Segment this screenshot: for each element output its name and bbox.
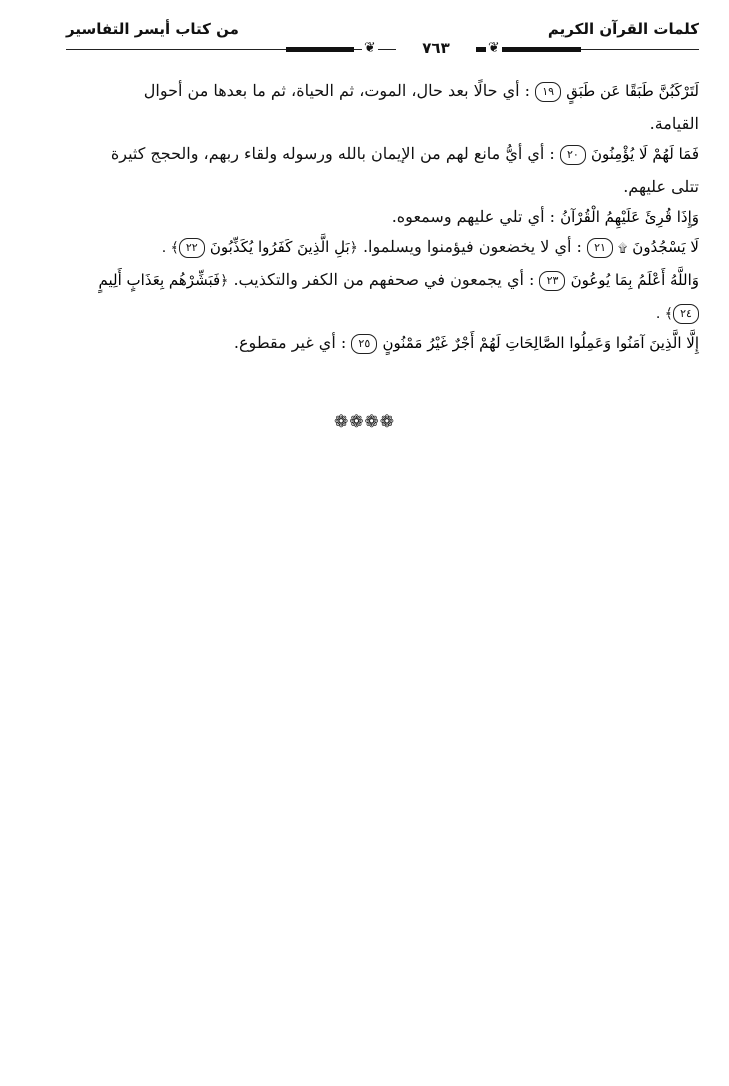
flourish-left-icon: ❦ bbox=[364, 40, 376, 56]
entry-20 bbox=[66, 141, 699, 167]
quoted-verse: فَبَشِّرْهُم بِعَذَابٍ أَلِيمٍ bbox=[98, 271, 221, 289]
ayah-number-badge: ٢٣ bbox=[539, 271, 565, 291]
quote-open-bracket: ﴿ bbox=[349, 240, 358, 256]
explanation-text: : أي غير مقطوع. bbox=[233, 333, 347, 352]
flourish-right-icon: ❦ bbox=[488, 40, 500, 56]
page-number: ٧٦٣ bbox=[396, 39, 476, 57]
quote-close-bracket: ﴾ . bbox=[655, 306, 673, 322]
explanation-text: : أي أيُّ مانع لهم من الإيمان بالله ورسوله ولقاء ربهم، والحجج كثيرة bbox=[110, 144, 555, 163]
ayah-number-badge: ٢٢ bbox=[179, 238, 205, 258]
end-ornament-icon: ❁❁❁❁ bbox=[334, 412, 395, 432]
quran-phrase: لَا يَسْجُدُونَ bbox=[632, 238, 699, 256]
entry-21a bbox=[66, 204, 699, 230]
entry-20-continuation: تتلى عليهم. bbox=[623, 177, 699, 196]
explanation-text: : أي لا يخضعون فيؤمنوا ويسلموا. bbox=[362, 237, 582, 256]
quran-phrase: وَاللَّهُ أَعْلَمُ بِمَا يُوعُونَ bbox=[570, 271, 699, 289]
ayah-number-badge: ٢٠ bbox=[560, 145, 586, 165]
header-ornament bbox=[66, 38, 699, 60]
sajda-icon: ۩ bbox=[618, 241, 628, 255]
source-title: من كتاب أيسر التفاسير bbox=[66, 20, 239, 38]
quran-phrase: إِلَّا الَّذِينَ آمَنُوا وَعَمِلُوا الصَّالِحَاتِ لَهُمْ أَجْرٌ غَيْرُ مَمْنُونٍ bbox=[382, 334, 699, 352]
explanation-text: : أي حالًا بعد حال، الموت، ثم الحياة، ثم ما بعدها من أحوال bbox=[143, 81, 531, 100]
header-rule bbox=[66, 49, 699, 50]
quote-open-bracket: ﴿ bbox=[220, 273, 229, 289]
quran-phrase: وَإِذَا قُرِئَ عَلَيْهِمُ الْقُرْآنُ bbox=[560, 208, 699, 226]
entry-24-continuation bbox=[66, 300, 699, 326]
explanation-text: : أي تلي عليهم وسمعوه. bbox=[391, 207, 556, 226]
ayah-number-badge: ٢٥ bbox=[351, 334, 377, 354]
entry-25 bbox=[66, 330, 699, 356]
quote-close-bracket: ﴾ . bbox=[161, 240, 179, 256]
ayah-number-badge: ٢١ bbox=[587, 238, 613, 258]
glossary-body bbox=[66, 78, 699, 363]
header-bar-left bbox=[286, 47, 354, 52]
entry-21 bbox=[66, 234, 699, 260]
ayah-number-badge: ٢٤ bbox=[673, 304, 699, 324]
explanation-text: : أي يجمعون في صحفهم من الكفر والتكذيب. bbox=[233, 270, 535, 289]
ayah-number-badge: ١٩ bbox=[535, 82, 561, 102]
quran-phrase: لَتَرْكَبُنَّ طَبَقًا عَن طَبَقٍ bbox=[566, 82, 699, 100]
quoted-verse: بَلِ الَّذِينَ كَفَرُوا يُكَذِّبُونَ bbox=[209, 238, 350, 256]
book-title: كلمات القرآن الكريم bbox=[547, 20, 699, 38]
entry-19-continuation: القيامة. bbox=[649, 114, 699, 133]
entry-23 bbox=[66, 267, 699, 293]
quran-phrase: فَمَا لَهُمْ لَا يُؤْمِنُونَ bbox=[591, 145, 699, 163]
entry-19 bbox=[66, 78, 699, 104]
page-header bbox=[66, 20, 699, 40]
